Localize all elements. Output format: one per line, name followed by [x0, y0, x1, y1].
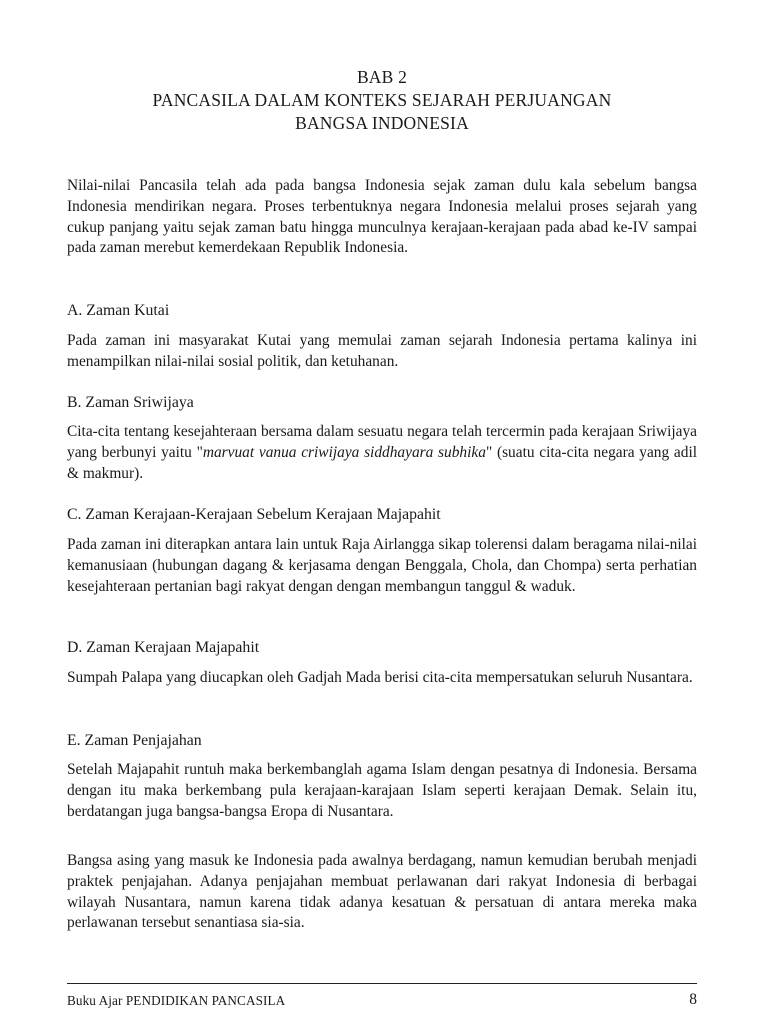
page-number: 8: [689, 991, 697, 1008]
section-heading-penjajahan: E. Zaman Penjajahan: [67, 732, 202, 749]
footer-book-title: Buku Ajar PENDIDIKAN PANCASILA: [67, 993, 286, 1008]
section-heading-sriwijaya: B. Zaman Sriwijaya: [67, 394, 194, 411]
section-text-majapahit: Sumpah Palapa yang diucapkan oleh Gadjah Mada berisi cita-cita mempersatukan seluruh Nusantara.: [67, 669, 693, 686]
section-heading-kutai: A. Zaman Kutai: [67, 302, 170, 319]
section-text-pre-majapahit: Pada zaman ini diterapkan antara lain untuk Raja Airlangga sikap tolerensi dalam beragama nilai-nilai kemanusiaan (hubungan dagang & kerjasama dengan Benggala, Chola, dan Chompa) serta perhatian kesejahteraan pertanian bagi rakyat dengan dengan membangun tanggul & waduk.: [67, 536, 697, 595]
section-text-sriwijaya: [67, 422, 697, 484]
section-heading-pre-majapahit: C. Zaman Kerajaan-Kerajaan Sebelum Kerajaan Majapahit: [67, 506, 441, 523]
section-text-kutai: Pada zaman ini masyarakat Kutai yang memulai zaman sejarah Indonesia pertama kalinya ini menampilkan nilai-nilai sosial politik, dan ketuhanan.: [67, 332, 697, 370]
section-text-penjajahan-2: Bangsa asing yang masuk ke Indonesia pada awalnya berdagang, namun kemudian berubah menjadi praktek penjajahan. Adanya penjajahan membuat perlawanan dari rakyat Indonesia di berbagai wilayah Nusantara, namun karena tidak adanya kesatuan & persatuan di antara mereka maka perlawanan tersebut senantiasa sia-sia.: [67, 852, 697, 932]
section-text-penjajahan-1: Setelah Majapahit runtuh maka berkembanglah agama Islam dengan pesatnya di Indonesia. Bersama dengan itu maka berkembang pula kerajaan-karajaan Islam seperti kerajaan Demak. Selain itu, berdatangan juga bangsa-bangsa Eropa di Nusantara.: [67, 761, 697, 820]
section-heading-majapahit: D. Zaman Kerajaan Majapahit: [67, 639, 260, 656]
footer-divider: [67, 983, 697, 984]
sriwijaya-text-before: Cita-cita tentang kesejahteraan bersama dalam sesuatu negara telah tercermin pada kerajaan Sriwijaya yang berbunyi yaitu ": [67, 423, 697, 461]
chapter-title-line-2: BANGSA INDONESIA: [295, 113, 469, 133]
chapter-title-line-1: PANCASILA DALAM KONTEKS SEJARAH PERJUANGAN: [152, 90, 612, 110]
document-page: [67, 0, 697, 1024]
sriwijaya-text-after: " (suatu cita-cita negara yang adil & makmur).: [67, 443, 697, 482]
intro-paragraph: Nilai-nilai Pancasila telah ada pada bangsa Indonesia sejak zaman dulu kala sebelum bangsa Indonesia mendirikan negara. Proses terbentuknya negara Indonesia melalui proses sejarah yang cukup panjang yaitu sejak zaman batu hingga munculnya kerajaan-kerajaan pada abad ke-IV sampai pada zaman merebut kemerdekaan Republik Indonesia.: [67, 177, 697, 257]
sriwijaya-motto: marvuat vanua criwijaya siddhayara subhika: [202, 443, 486, 461]
chapter-label: BAB 2: [356, 67, 408, 87]
chapter-title-block: [67, 66, 697, 135]
